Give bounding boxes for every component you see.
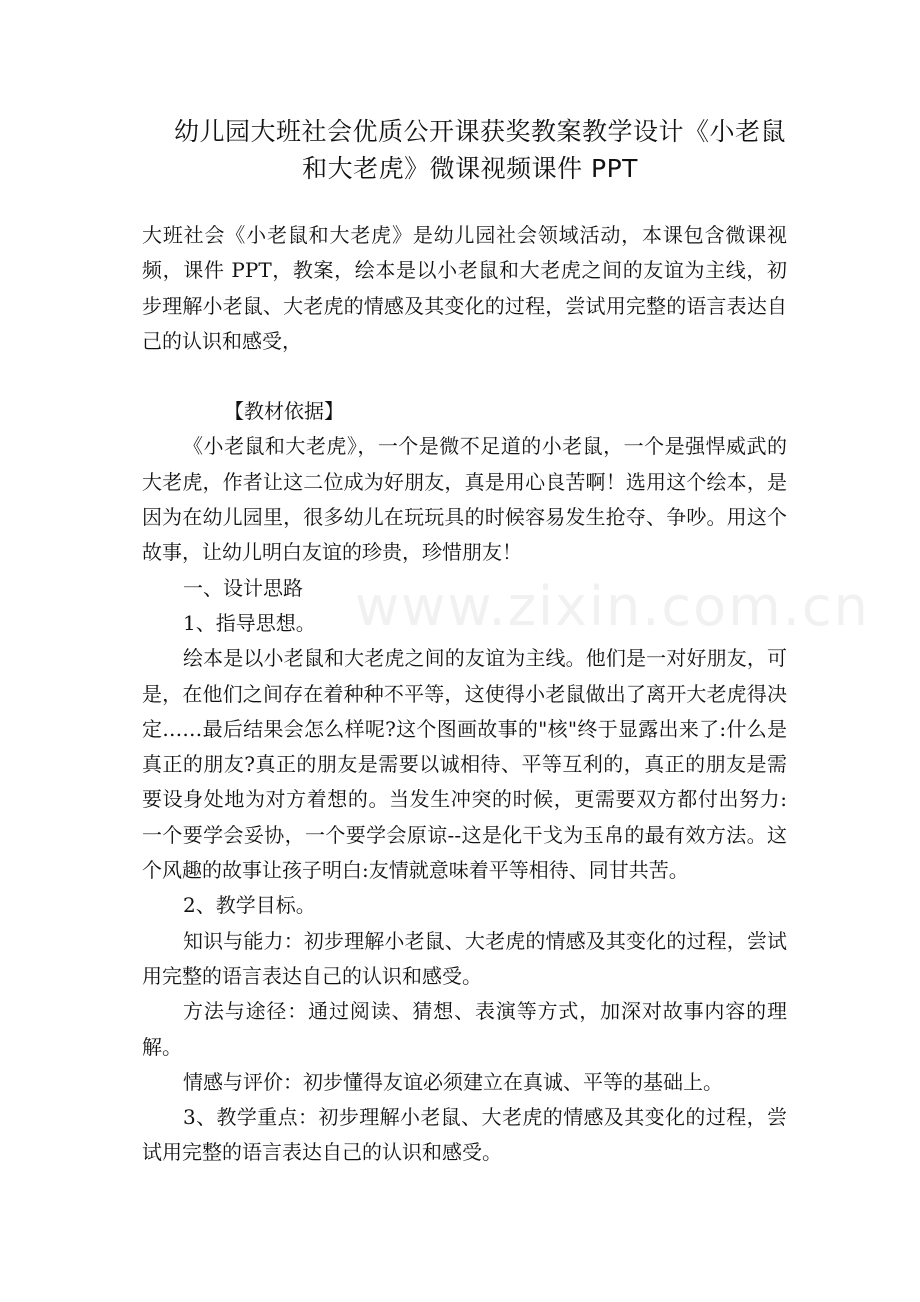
section-heading-basis: 【教材依据】	[224, 399, 344, 424]
document-body	[142, 218, 787, 1171]
heading-guiding-thought: 1、指导思想。	[183, 610, 316, 635]
basis-paragraph: 《小老鼠和大老虎》，一个是微不足道的小老鼠，一个是强悍威武的大老虎，作者让这二位成为好朋友，真是用心良苦啊！选用这个绘本，是因为在幼儿园里，很多幼儿在玩玩具的时候容易发生抢夺、争吵。用这个故事，让幼儿明白友谊的珍贵，珍惜朋友！	[142, 434, 787, 565]
key-point-paragraph: 3、教学重点：初步理解小老鼠、大老虎的情感及其变化的过程，尝试用完整的语言表达自己的认识和感受。	[142, 1105, 787, 1165]
document-title	[140, 113, 800, 187]
intro-paragraph: 大班社会《小老鼠和大老虎》是幼儿园社会领域活动，本课包含微课视频，课件 PPT，教案，绘本是以小老鼠和大老虎之间的友谊为主线，初步理解小老鼠、大老虎的情感及其变化的过程，尝试用完整的语言表达自己的认识和感受，	[142, 223, 787, 353]
goal-emotion-paragraph: 情感与评价：初步懂得友谊必须建立在真诚、平等的基础上。	[183, 1069, 723, 1094]
goal-method-paragraph: 方法与途径：通过阅读、猜想、表演等方式，加深对故事内容的理解。	[142, 999, 787, 1059]
guiding-paragraph: 绘本是以小老鼠和大老虎之间的友谊为主线。他们是一对好朋友，可是，在他们之间存在着种种不平等，这使得小老鼠做出了离开大老虎得决定……最后结果会怎么样呢?这个图画故事的"核"终于显露出来了:什么是真正的朋友?真正的朋友是需要以诚相待、平等互利的，真正的朋友是需要设身处地为对方着想的。当发生冲突的时候，更需要双方都付出努力:一个要学会妥协，一个要学会原谅--这是化干戈为玉帛的最有效方法。这个风趣的故事让孩子明白:友情就意味着平等相待、同甘共苦。	[142, 646, 787, 883]
title-line-1: 幼儿园大班社会优质公开课获奖教案教学设计《小老鼠	[173, 117, 786, 146]
heading-design-ideas: 一、设计思路	[183, 575, 303, 600]
spacer	[142, 359, 787, 394]
heading-teaching-goals: 2、教学目标。	[183, 893, 316, 918]
goal-knowledge-paragraph: 知识与能力：初步理解小老鼠、大老虎的情感及其变化的过程，尝试用完整的语言表达自己的认识和感受。	[142, 928, 787, 988]
title-line-2: 和大老虎》微课视频课件 PPT	[302, 154, 638, 183]
watermark: www.zixin.com.cn	[355, 575, 870, 638]
